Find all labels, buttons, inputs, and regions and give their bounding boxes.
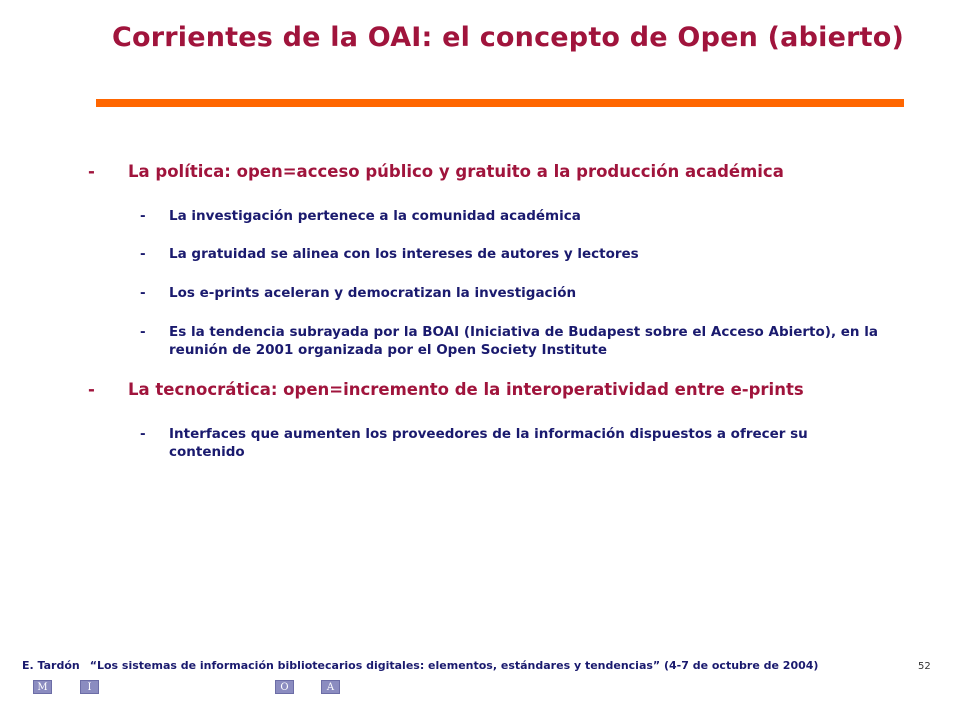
bullet-text: La política: open=acceso público y gratuito a la producción académica [128,162,784,181]
subitem-dash: - [140,246,146,262]
nav-button-i[interactable]: I [80,680,99,694]
bullet-text: La tecnocrática: open=incremento de la interoperatividad entre e-prints [128,380,804,399]
subitem-dash: - [140,285,146,301]
subitem-text: Los e-prints aceleran y democratizan la investigación [169,285,577,301]
subitem-dash: - [140,208,146,224]
title-underline-rule [96,99,904,107]
footer-citation [22,659,818,672]
nav-button-m[interactable]: M [33,680,52,694]
slide-title: Corrientes de la OAI: el concepto de Open (abierto) [111,22,904,53]
subitem-text: La gratuidad se alinea con los intereses de autores y lectores [169,246,639,262]
footer-author: E. Tardón [22,659,80,672]
page-number: 52 [918,661,931,672]
subitem-dash: - [140,324,146,340]
subitem-dash: - [140,426,146,442]
nav-button-a[interactable]: A [321,680,340,694]
subitem-text: Es la tendencia subrayada por la BOAI (Iniciativa de Budapest sobre el Acceso Abierto), en la reunión de 2001 organizada por el Open Society Institute [169,324,878,358]
footer-quote: “Los sistemas de información bibliotecarios digitales: elementos, estándares y tendencias” (4-7 de octubre de 2004) [89,659,819,672]
subitem-text: La investigación pertenece a la comunidad académica [169,208,581,224]
bullet-dash: - [88,162,95,181]
subitem-text: Interfaces que aumenten los proveedores de la información dispuestos a ofrecer su contenido [169,426,808,460]
nav-button-o[interactable]: O [275,680,294,694]
bullet-dash: - [88,380,95,399]
